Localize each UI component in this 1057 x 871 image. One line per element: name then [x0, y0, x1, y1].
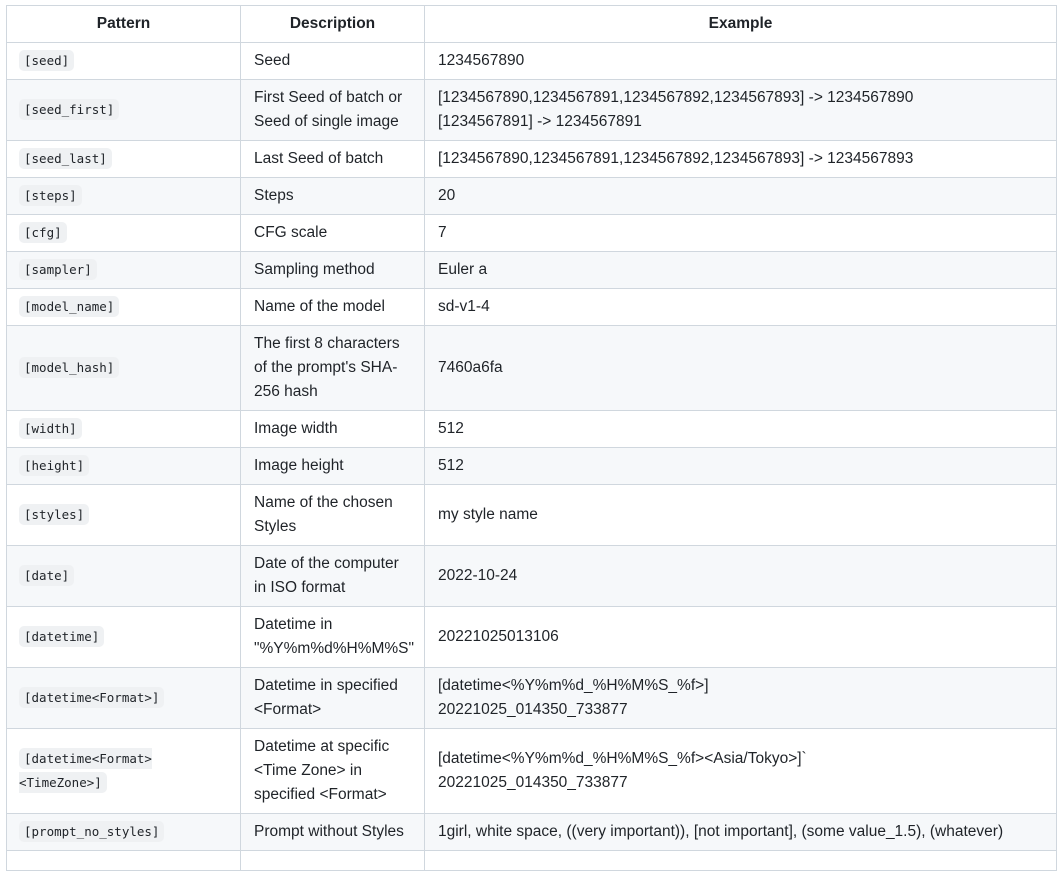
pattern-code: [seed_first]: [19, 99, 119, 120]
header-pattern: Pattern: [7, 6, 241, 43]
table-row: [7, 485, 1057, 546]
pattern-code: [model_hash]: [19, 357, 119, 378]
pattern-cell: [7, 814, 241, 851]
example-line: [1234567890,1234567891,1234567892,1234567893] -> 1234567893: [438, 150, 914, 167]
table-row: [7, 448, 1057, 485]
description-cell: Last Seed of batch: [241, 141, 425, 178]
example-line: [datetime<%Y%m%d_%H%M%S_%f><Asia/Tokyo>]`: [438, 750, 807, 767]
example-cell: [425, 411, 1057, 448]
pattern-cell: [7, 485, 241, 546]
description-cell: Datetime at specific <Time Zone> in specified <Format>: [241, 729, 425, 814]
pattern-cell: [7, 215, 241, 252]
pattern-code: [datetime]: [19, 626, 104, 647]
table-row: [7, 546, 1057, 607]
table-row: [7, 326, 1057, 411]
filename-patterns-table: [6, 5, 1057, 871]
example-cell: [425, 485, 1057, 546]
example-cell: [425, 546, 1057, 607]
pattern-cell: [7, 668, 241, 729]
example-line: 7: [438, 224, 447, 241]
pattern-cell: [7, 448, 241, 485]
pattern-cell: [7, 141, 241, 178]
table-row: [7, 851, 1057, 871]
table-header-row: [7, 6, 1057, 43]
example-cell: [425, 668, 1057, 729]
example-line: 20221025013106: [438, 628, 559, 645]
table-row: [7, 729, 1057, 814]
pattern-cell: [7, 289, 241, 326]
example-cell: [425, 178, 1057, 215]
patterns-table-container: [6, 5, 1004, 859]
pattern-cell: [7, 546, 241, 607]
pattern-cell: [7, 729, 241, 814]
pattern-code: [sampler]: [19, 259, 97, 280]
example-cell: [425, 43, 1057, 80]
example-cell: [425, 326, 1057, 411]
pattern-code: [seed]: [19, 50, 74, 71]
pattern-cell: [7, 326, 241, 411]
pattern-code: [height]: [19, 455, 89, 476]
example-line: 7460a6fa: [438, 359, 503, 376]
table-row: [7, 141, 1057, 178]
header-example: Example: [425, 6, 1057, 43]
pattern-code: [cfg]: [19, 222, 67, 243]
example-cell: [425, 141, 1057, 178]
description-cell: Prompt without Styles: [241, 814, 425, 851]
description-cell: Name of the chosen Styles: [241, 485, 425, 546]
pattern-code: [seed_last]: [19, 148, 112, 169]
pattern-cell: [7, 178, 241, 215]
description-cell: Image width: [241, 411, 425, 448]
pattern-cell: [7, 411, 241, 448]
pattern-cell: [7, 252, 241, 289]
table-row: [7, 289, 1057, 326]
pattern-code: [datetime<Format><TimeZone>]: [19, 748, 152, 793]
example-line: 1girl, white space, ((very important)), [not important], (some value_1.5), (whatever): [438, 823, 1004, 840]
example-line: 20221025_014350_733877: [438, 774, 628, 791]
description-cell: [241, 851, 425, 871]
example-line: 20: [438, 187, 456, 204]
example-line: Euler a: [438, 261, 488, 278]
example-cell: [425, 289, 1057, 326]
pattern-cell: [7, 851, 241, 871]
description-cell: The first 8 characters of the prompt's SHA-256 hash: [241, 326, 425, 411]
pattern-code: [prompt_no_styles]: [19, 821, 164, 842]
example-line: 2022-10-24: [438, 567, 518, 584]
table-row: [7, 607, 1057, 668]
example-line: [datetime<%Y%m%d_%H%M%S_%f>]: [438, 677, 709, 694]
pattern-cell: [7, 43, 241, 80]
pattern-code: [steps]: [19, 185, 82, 206]
example-cell: [425, 215, 1057, 252]
table-row: [7, 215, 1057, 252]
pattern-code: [model_name]: [19, 296, 119, 317]
description-cell: Seed: [241, 43, 425, 80]
table-row: [7, 668, 1057, 729]
table-row: [7, 43, 1057, 80]
example-cell: [425, 448, 1057, 485]
example-cell: [425, 252, 1057, 289]
pattern-cell: [7, 80, 241, 141]
example-line: my style name: [438, 506, 538, 523]
pattern-code: [styles]: [19, 504, 89, 525]
pattern-cell: [7, 607, 241, 668]
description-cell: Name of the model: [241, 289, 425, 326]
table-row: [7, 411, 1057, 448]
example-cell: [425, 851, 1057, 871]
table-row: [7, 814, 1057, 851]
example-cell: [425, 729, 1057, 814]
example-line: 1234567890: [438, 52, 525, 69]
description-cell: Steps: [241, 178, 425, 215]
description-cell: Date of the computer in ISO format: [241, 546, 425, 607]
table-row: [7, 178, 1057, 215]
header-description: Description: [241, 6, 425, 43]
example-cell: [425, 607, 1057, 668]
description-cell: Image height: [241, 448, 425, 485]
example-line: [1234567891] -> 1234567891: [438, 113, 642, 130]
description-cell: Datetime in "%Y%m%d%H%M%S": [241, 607, 425, 668]
description-cell: CFG scale: [241, 215, 425, 252]
table-row: [7, 252, 1057, 289]
example-cell: [425, 814, 1057, 851]
example-line: 512: [438, 420, 464, 437]
example-cell: [425, 80, 1057, 141]
description-cell: Datetime in specified <Format>: [241, 668, 425, 729]
description-cell: Sampling method: [241, 252, 425, 289]
description-cell: First Seed of batch or Seed of single image: [241, 80, 425, 141]
pattern-code: [width]: [19, 418, 82, 439]
example-line: [1234567890,1234567891,1234567892,1234567893] -> 1234567890: [438, 89, 914, 106]
example-line: 20221025_014350_733877: [438, 701, 628, 718]
example-line: sd-v1-4: [438, 298, 490, 315]
table-row: [7, 80, 1057, 141]
example-line: 512: [438, 457, 464, 474]
pattern-code: [date]: [19, 565, 74, 586]
pattern-code: [datetime<Format>]: [19, 687, 164, 708]
